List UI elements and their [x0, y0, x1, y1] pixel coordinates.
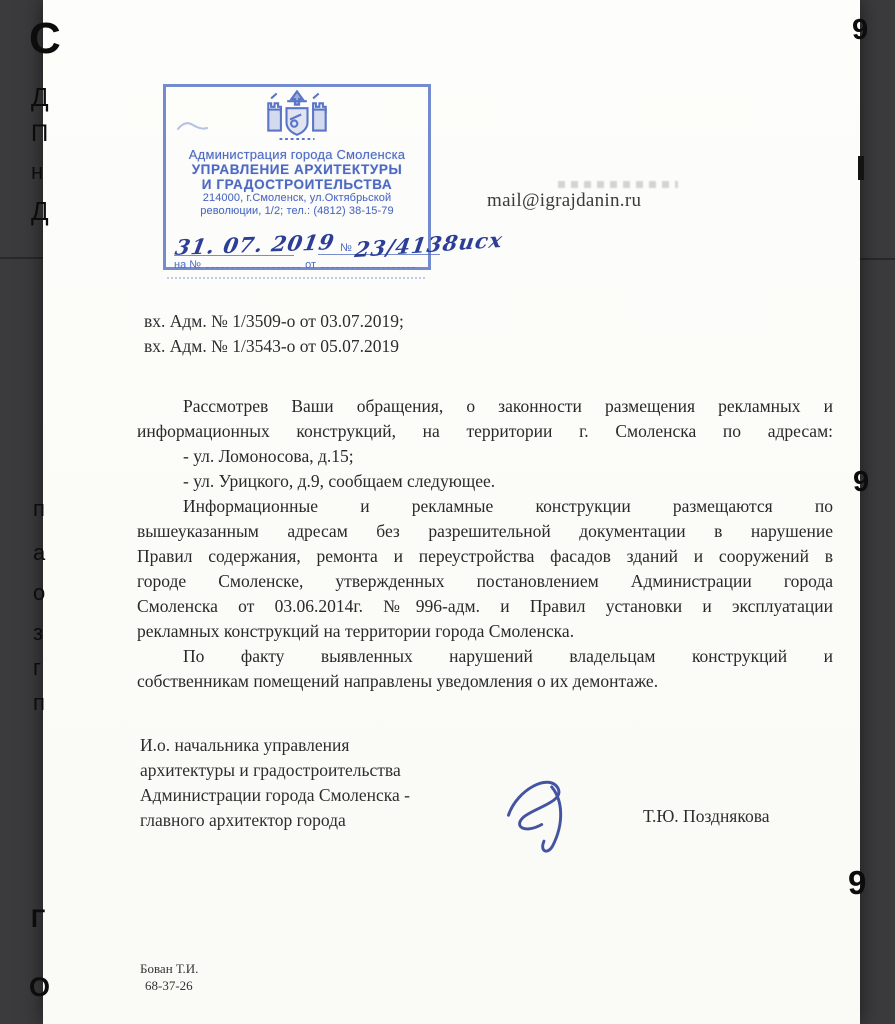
bg-heading-letter: С: [29, 14, 61, 63]
incoming-ref-line: вх. Адм. № 1/3543-о от 05.07.2019: [144, 336, 400, 356]
handwritten-outgoing-number: 23/4138исх: [353, 226, 505, 263]
incoming-number-label: на №: [174, 259, 202, 271]
bg-glyph: 9: [853, 466, 870, 498]
handwritten-date: 31. 07. 2019: [173, 229, 337, 260]
scanned-letter-page: [43, 0, 860, 1024]
address-line: - ул. Ломоносова, д.15;: [183, 446, 354, 466]
position-line: Администрации города Смоленска -: [140, 785, 410, 805]
body-line: информационных конструкций, на территории г. Смоленска по адресам:: [137, 421, 833, 441]
body-line: рекламных конструкций на территории города Смоленска.: [137, 621, 575, 641]
stamp-org-name: Администрация города Смоленска: [188, 147, 406, 162]
bg-letter: з: [33, 620, 44, 645]
from-label: от: [305, 259, 316, 271]
position-line: архитектуры и градостроительства: [140, 760, 401, 780]
bg-letter: Д: [31, 82, 49, 112]
handwritten-mark-icon: [176, 117, 210, 135]
bg-glyph: 9: [848, 864, 867, 901]
org-stamp: [163, 84, 505, 271]
executor-phone: 68-37-26: [145, 978, 193, 993]
body-line: вышеуказанным адресам без разрешительной документации в нарушение: [137, 521, 833, 541]
body-line: Рассмотрев Ваши обращения, о законности размещения рекламных и: [183, 396, 833, 416]
stamp-bottom-dots: [167, 277, 425, 279]
signer-position-block: [140, 733, 410, 833]
bg-letter: а: [33, 540, 46, 565]
bg-letter: П: [31, 120, 49, 147]
bg-letter: п: [33, 690, 45, 715]
bg-letter: п: [33, 496, 45, 521]
address-line: - ул. Урицкого, д.9, сообщаем следующее.: [183, 471, 496, 491]
smolensk-coat-of-arms-icon: [258, 90, 336, 146]
bg-letter: Г: [31, 905, 46, 933]
stamp-date-number-row: [170, 226, 505, 263]
signer-name: Т.Ю. Позднякова: [643, 806, 770, 826]
bg-mark: [858, 156, 864, 180]
bg-letter: Д: [31, 196, 49, 226]
number-sign-label: №: [340, 242, 352, 254]
executor-name: Бован Т.И.: [140, 961, 199, 976]
bg-letter: о: [33, 580, 46, 605]
stamp-address-line2: революции, 1/2; тел.: (4812) 38-15-79: [200, 205, 394, 217]
background-divider-left: [0, 257, 43, 259]
position-line: главного архитектор города: [140, 810, 346, 830]
letter-body: [137, 394, 833, 694]
body-line: Правил содержания, ремонта и переустройства фасадов зданий и сооружений в: [137, 546, 833, 566]
incoming-ref-line: вх. Адм. № 1/3509-о от 03.07.2019;: [144, 311, 404, 331]
body-line: Информационные и рекламные конструкции размещаются по: [183, 496, 833, 516]
body-line: собственникам помещений направлены уведомления о их демонтаже.: [137, 671, 659, 691]
blank-line: [206, 257, 300, 268]
recipient-email: mail@igrajdanin.ru: [487, 190, 642, 211]
background-divider-right: [860, 258, 895, 260]
stamp-dept-line1: УПРАВЛЕНИЕ АРХИТЕКТУРЫ: [191, 162, 403, 177]
bg-letter: г: [33, 655, 42, 680]
stamp-dept-line2: И ГРАДОСТРОИТЕЛЬСТВА: [201, 177, 393, 192]
body-line: Смоленска от 03.06.2014г. №996-адм. и Правил установки и эксплуатации: [137, 596, 833, 616]
handwritten-signature-icon: [491, 758, 601, 863]
executor-block: [140, 960, 198, 994]
stamp-address-line1: 214000, г.Смоленск, ул.Октябрьской: [202, 192, 392, 204]
bg-glyph: 9: [852, 14, 869, 46]
faded-text-fragment: [558, 181, 678, 188]
position-line: И.о. начальника управления: [140, 735, 350, 755]
bg-letter: О: [29, 972, 51, 1002]
bg-letter: н: [31, 159, 44, 184]
body-line: городе Смоленске, утвержденных постановлением Администрации города: [137, 571, 833, 591]
body-line: По факту выявленных нарушений владельцам конструкций и: [183, 646, 833, 666]
incoming-refs-block: [144, 309, 404, 359]
